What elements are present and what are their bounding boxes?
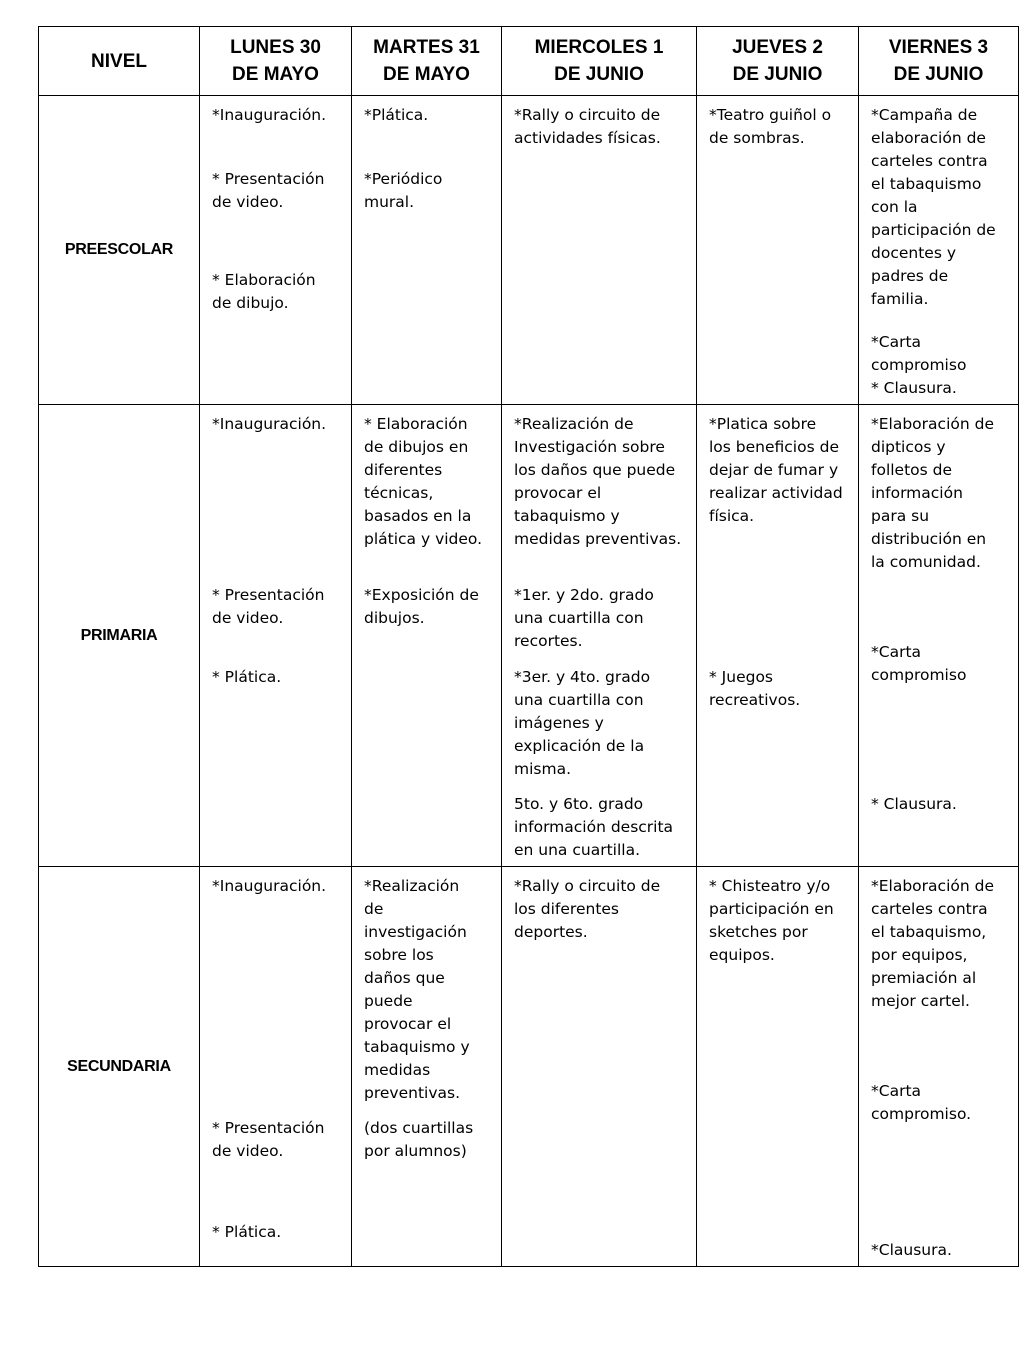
activity: *Periódico mural. <box>364 170 443 211</box>
row-secundaria <box>39 867 1019 1267</box>
cell-primaria-viernes <box>859 405 1019 867</box>
row-preescolar <box>39 96 1019 405</box>
cell-secundaria-miercoles <box>502 867 697 1267</box>
activity: (dos cuartillas por alumnos) <box>364 1119 474 1160</box>
activity: * Plática. <box>212 668 282 686</box>
activity: *Rally o circuito de los diferentes deportes. <box>514 877 661 941</box>
cell-primaria-lunes <box>200 405 352 867</box>
activity: *3er. y 4to. grado una cuartilla con imágenes y explicación de la misma. <box>514 668 651 778</box>
activity: * Plática. <box>212 1223 282 1241</box>
activity: *Campaña de elaboración de carteles contra el tabaquismo con la participación de docentes y padres de familia. <box>871 106 996 308</box>
cell-preescolar-viernes <box>859 96 1019 405</box>
cell-secundaria-martes <box>352 867 502 1267</box>
header-miercoles: MIERCOLES 1 DE JUNIO <box>502 27 697 96</box>
activity: *Elaboración de dipticos y folletos de información para su distribución en la comunidad. <box>871 415 994 571</box>
cell-preescolar-martes <box>352 96 502 405</box>
activity: *Rally o circuito de actividades físicas. <box>514 106 661 147</box>
cell-primaria-martes <box>352 405 502 867</box>
header-martes: MARTES 31 DE MAYO <box>352 27 502 96</box>
activity: *Realización de investigación sobre los daños que puede provocar el tabaquismo y medidas preventivas. <box>364 877 470 1102</box>
schedule-table <box>38 26 1019 1267</box>
activity: *1er. y 2do. grado una cuartilla con recortes. <box>514 586 654 650</box>
header-row <box>39 27 1019 96</box>
activity: * Chisteatro y/o participación en sketches por equipos. <box>709 877 834 964</box>
activity: *Elaboración de carteles contra el tabaquismo, por equipos, premiación al mejor cartel. <box>871 877 994 1010</box>
activity: *Carta compromiso * Clausura. <box>871 333 967 397</box>
activity: * Juegos recreativos. <box>709 668 801 709</box>
activity: 5to. y 6to. grado información descrita en una cuartilla. <box>514 795 674 859</box>
cell-preescolar-jueves <box>697 96 859 405</box>
activity: * Clausura. <box>871 795 957 813</box>
header-jueves: JUEVES 2 DE JUNIO <box>697 27 859 96</box>
activity: *Carta compromiso. <box>871 1082 972 1123</box>
header-lunes: LUNES 30 DE MAYO <box>200 27 352 96</box>
activity: * Elaboración de dibujo. <box>212 271 316 312</box>
row-primaria <box>39 405 1019 867</box>
activity: * Elaboración de dibujos en diferentes técnicas, basados en la plática y video. <box>364 415 483 548</box>
cell-secundaria-lunes <box>200 867 352 1267</box>
activity: *Inauguración. <box>212 106 327 124</box>
level-secundaria: SECUNDARIA <box>39 867 200 1267</box>
activity: * Presentación de video. <box>212 586 325 627</box>
level-preescolar: PREESCOLAR <box>39 96 200 405</box>
activity: *Realización de Investigación sobre los daños que puede provocar el tabaquismo y medidas preventivas. <box>514 415 682 548</box>
cell-primaria-jueves <box>697 405 859 867</box>
cell-primaria-miercoles <box>502 405 697 867</box>
activity: * Presentación de video. <box>212 170 325 211</box>
activity: *Exposición de dibujos. <box>364 586 479 627</box>
activity: *Inauguración. <box>212 415 327 433</box>
cell-secundaria-viernes <box>859 867 1019 1267</box>
activity: *Plática. <box>364 106 429 124</box>
activity: *Teatro guiñol o de sombras. <box>709 106 832 147</box>
cell-preescolar-lunes <box>200 96 352 405</box>
activity: *Clausura. <box>871 1241 952 1259</box>
cell-preescolar-miercoles <box>502 96 697 405</box>
header-viernes: VIERNES 3 DE JUNIO <box>859 27 1019 96</box>
activity: *Carta compromiso <box>871 643 967 684</box>
header-nivel: NIVEL <box>39 27 200 96</box>
cell-secundaria-jueves <box>697 867 859 1267</box>
level-primaria: PRIMARIA <box>39 405 200 867</box>
activity: *Platica sobre los beneficios de dejar de fumar y realizar actividad física. <box>709 415 843 525</box>
activity: *Inauguración. <box>212 877 327 895</box>
activity: * Presentación de video. <box>212 1119 325 1160</box>
